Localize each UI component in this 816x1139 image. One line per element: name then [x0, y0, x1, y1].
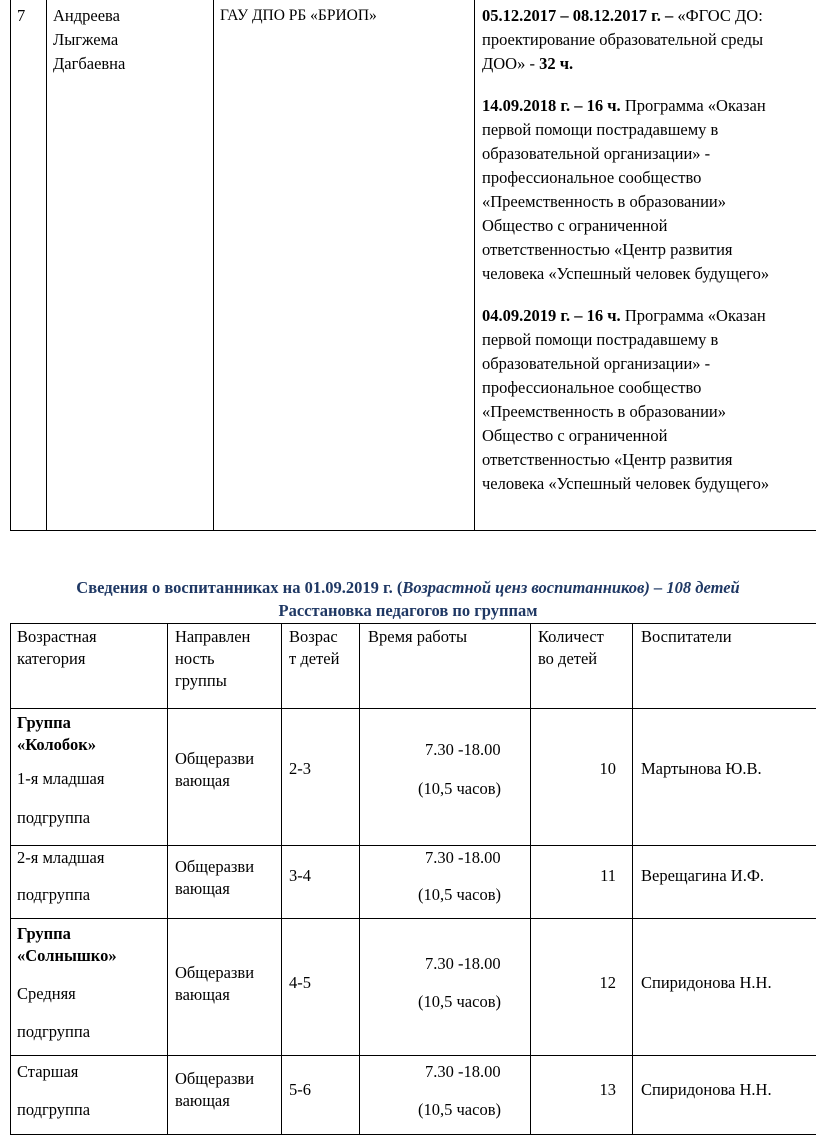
pupils-info-heading: Сведения о воспитанниках на 01.09.2019 г. (Возрастной ценз воспитанников) – 108 детей [76, 578, 740, 597]
children-count: 10 [599, 759, 616, 778]
direction: Общеразви вающая [175, 1069, 255, 1110]
header-teachers: Воспитатели [641, 627, 732, 646]
teacher: Спиридонова Н.Н. [641, 1080, 772, 1099]
group-name: Группа «Колобок» [17, 713, 96, 754]
age: 5-6 [289, 1080, 311, 1099]
row-number: 7 [17, 6, 26, 25]
category: подгруппа [17, 1100, 91, 1119]
category: подгруппа [17, 885, 91, 904]
header-age-category: Возрастная категория [17, 627, 97, 668]
direction: Общеразви вающая [175, 963, 255, 1004]
direction: Общеразви вающая [175, 857, 255, 898]
work-hours: (10,5 часов) [418, 779, 501, 798]
header-count: Количест во детей [538, 627, 604, 668]
course-1: 05.12.2017 – 08.12.2017 г. – «ФГОС ДО: проектирование образовательной среды ДОО» - 32 ч. [482, 6, 764, 73]
age: 2-3 [289, 759, 311, 778]
category: 1-я младшая [17, 769, 105, 788]
category: Старшая [17, 1062, 79, 1081]
header-age: Возрас т детей [289, 627, 340, 668]
children-count: 13 [599, 1080, 616, 1099]
category: 2-я младшая [17, 848, 105, 867]
work-hours: (10,5 часов) [418, 1100, 501, 1119]
group-name: Группа «Солнышко» [17, 924, 117, 965]
children-count: 11 [600, 866, 616, 885]
age: 3-4 [289, 866, 311, 885]
course-3: 04.09.2019 г. – 16 ч. Программа «Оказан первой помощи пострадавшему в образовательной организации» - профессиональное сообщество «Преемственность в образовании» Общество с ограниченной ответственностью «Центр развития человека «Успешный человек будущего» [482, 306, 770, 493]
work-time: 7.30 -18.00 [425, 848, 501, 867]
work-hours: (10,5 часов) [418, 992, 501, 1011]
work-time: 7.30 -18.00 [425, 740, 501, 759]
work-time: 7.30 -18.00 [425, 1062, 501, 1081]
direction: Общеразви вающая [175, 749, 255, 790]
work-hours: (10,5 часов) [418, 885, 501, 904]
courses [482, 4, 816, 496]
category: подгруппа [17, 808, 91, 827]
age: 4-5 [289, 973, 311, 992]
teacher-name: Андреева Лыгжема Дагбаевна [53, 6, 126, 73]
teacher: Верещагина И.Ф. [641, 866, 765, 885]
header-hours: Время работы [368, 627, 468, 646]
category: Средняя [17, 984, 76, 1003]
header-direction: Направлен ность группы [175, 627, 251, 690]
course-2: 14.09.2018 г. – 16 ч. Программа «Оказан первой помощи пострадавшему в образовательной организации» - профессиональное сообщество «Преемственность в образовании» Общество с ограниченной ответственностью «Центр развития человека «Успешный человек будущего» [482, 96, 770, 283]
teachers-placement-heading: Расстановка педагогов по группам [278, 601, 538, 620]
work-time: 7.30 -18.00 [425, 954, 501, 973]
category: подгруппа [17, 1022, 91, 1041]
teacher: Мартынова Ю.В. [641, 759, 762, 778]
organization: ГАУ ДПО РБ «БРИОП» [220, 7, 377, 24]
children-count: 12 [599, 973, 616, 992]
teacher: Спиридонова Н.Н. [641, 973, 772, 992]
